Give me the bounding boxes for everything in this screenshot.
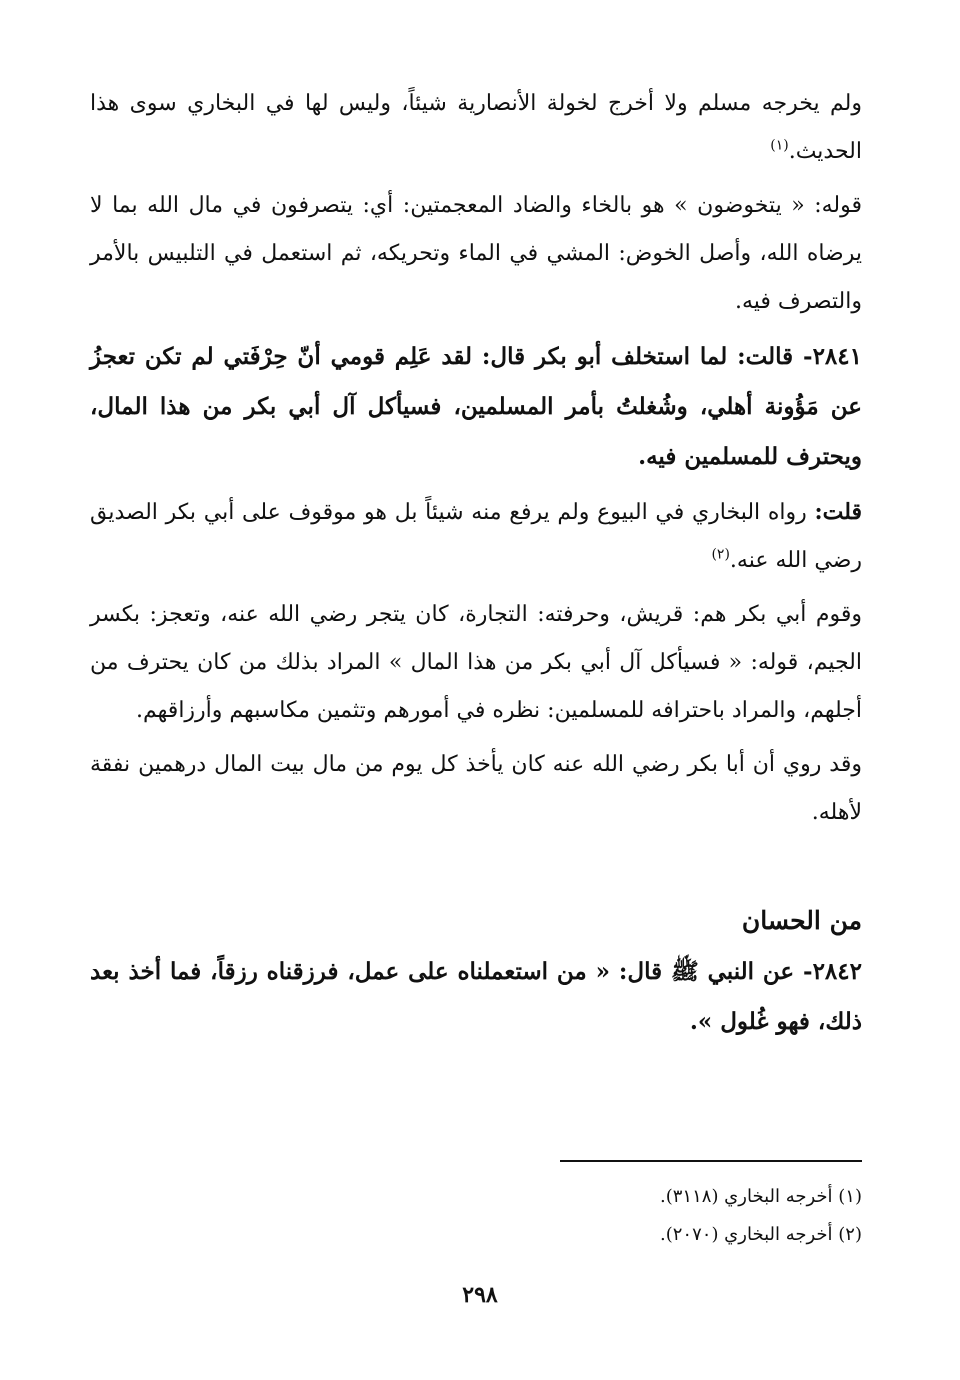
paragraph-text: قوله: « يتخوضون » هو بالخاء والضاد المعجمتين: أي: يتصرفون في مال الله بما لا يرضاه الله، وأصل الخوض: المشي في الماء وتحريكه، ثم استعمل في التلبيس بالأمر والتصرف فيه. bbox=[90, 193, 862, 314]
footnote-marker-1: (١) bbox=[770, 137, 789, 154]
paragraph-commentary-5 bbox=[90, 741, 862, 837]
hadith-2841 bbox=[90, 332, 862, 482]
page-number: ٢٩٨ bbox=[462, 1282, 498, 1308]
paragraph-commentary-3 bbox=[90, 488, 862, 585]
paragraph-text: وقوم أبي بكر هم: قريش، وحرفته: التجارة، كان يتجر رضي الله عنه، وتعجز: بكسر الجيم، قوله: « فسيأكل آل أبي بكر من هذا المال » المراد بذلك من كان يحترف من أجلهم، والمراد باحترافه للمسلمين: نظره في أمورهم وتثمين مكاسبهم وأرزاقهم. bbox=[90, 602, 862, 723]
paragraph-lead: قلت: bbox=[814, 499, 862, 525]
paragraph-commentary-1 bbox=[90, 80, 862, 176]
book-page bbox=[90, 80, 862, 1340]
footnote-1: (١) أخرجه البخاري (٣١١٨). bbox=[660, 1186, 862, 1207]
paragraph-commentary-2 bbox=[90, 182, 862, 326]
paragraph-text: وقد روي أن أبا بكر رضي الله عنه كان يأخذ كل يوم من مال بيت المال درهمين نفقة لأهله. bbox=[90, 752, 862, 825]
footnotes bbox=[462, 1178, 862, 1254]
paragraph-text: ولم يخرجه مسلم ولا أخرج لخولة الأنصارية شيئاً، وليس لها في البخاري سوى هذا الحديث. bbox=[90, 91, 862, 164]
hadith-text: ٢٨٤١- قالت: لما استخلف أبو بكر قال: لقد عَلِم قومي أنّ حِرْفَتي لم تكن تعجزُ عن مَؤُونة أهلي، وشُغلتُ بأمر المسلمين، فسيأكل آل أبي بكر من هذا المال، ويحترف للمسلمين فيه. bbox=[90, 343, 862, 470]
paragraph-commentary-4 bbox=[90, 591, 862, 735]
hadith-text: ٢٨٤٢- عن النبي ﷺ قال: « من استعملناه على عمل، فرزقناه رزقاً، فما أخذ بعد ذلك، فهو غُلول ». bbox=[90, 958, 862, 1035]
footnote-marker-2: (٢) bbox=[711, 546, 730, 563]
hadith-2842 bbox=[90, 947, 862, 1047]
footnote-2: (٢) أخرجه البخاري (٢٠٧٠). bbox=[660, 1224, 862, 1245]
section-heading: من الحسان bbox=[741, 906, 862, 935]
paragraph-text: رواه البخاري في البيوع ولم يرفع منه شيئاً بل هو موقوف على أبي بكر الصديق رضي الله عنه. bbox=[90, 500, 862, 573]
footnote-divider bbox=[560, 1160, 862, 1162]
